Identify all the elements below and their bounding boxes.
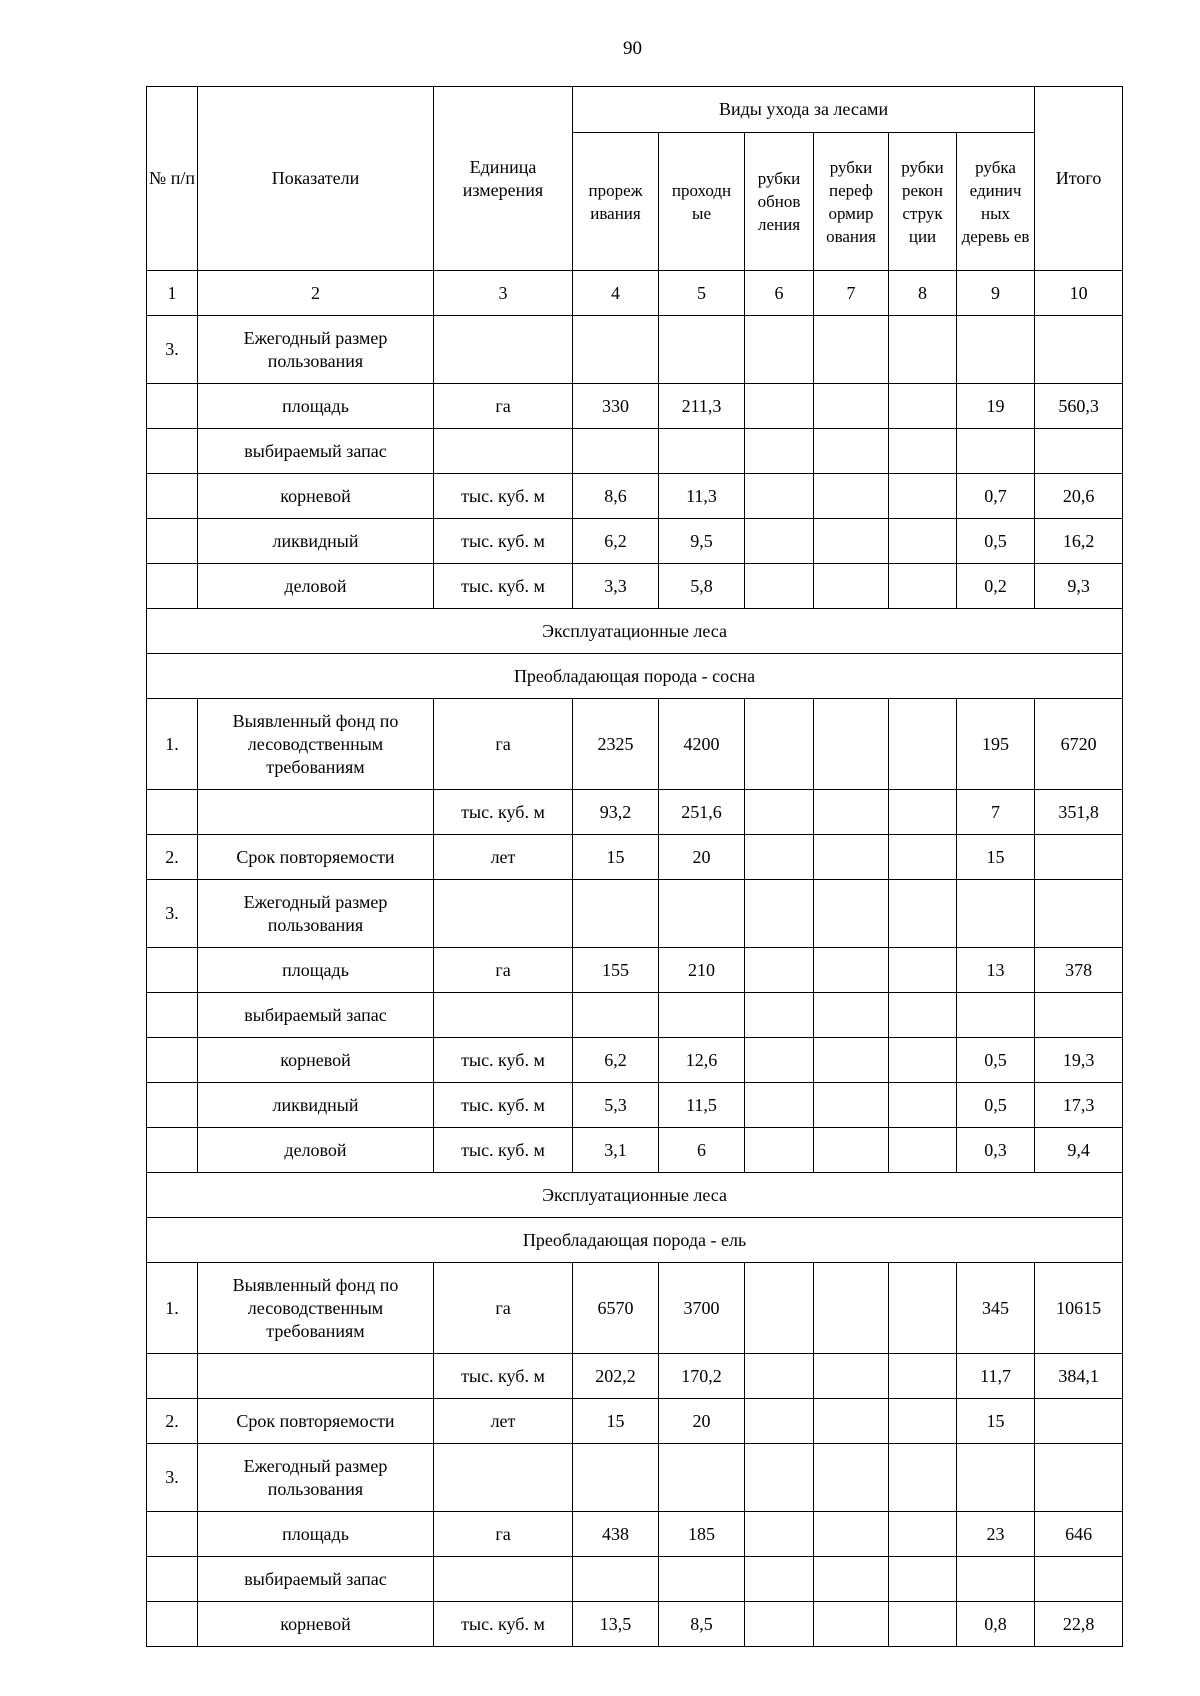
cell-single-trees: 15: [957, 835, 1035, 880]
table-row: [147, 1354, 1123, 1399]
cell-single-trees: 0,8: [957, 1602, 1035, 1647]
cell-reformation: [814, 1602, 889, 1647]
cell-total: [1035, 1399, 1123, 1444]
row-number: 1.: [147, 1263, 198, 1354]
cell-reconstruction: [889, 699, 957, 790]
row-indicator: выбираемый запас: [198, 1557, 434, 1602]
row-number: [147, 429, 198, 474]
cell-thinning: 6,2: [573, 519, 659, 564]
cell-single-trees: 23: [957, 1512, 1035, 1557]
cell-total: 560,3: [1035, 384, 1123, 429]
row-indicator: корневой: [198, 1038, 434, 1083]
cell-total: [1035, 1444, 1123, 1512]
cell-renewal: [745, 699, 814, 790]
row-unit: тыс. куб. м: [434, 1038, 573, 1083]
cell-reformation: [814, 1399, 889, 1444]
cell-passage: [659, 1557, 745, 1602]
row-indicator: [198, 1354, 434, 1399]
cell-reconstruction: [889, 1083, 957, 1128]
table-row: [147, 1263, 1123, 1354]
row-unit: тыс. куб. м: [434, 1128, 573, 1173]
row-number: [147, 1083, 198, 1128]
cell-reformation: [814, 993, 889, 1038]
cell-thinning: [573, 880, 659, 948]
cell-reformation: [814, 835, 889, 880]
row-number: [147, 1038, 198, 1083]
cell-reformation: [814, 1263, 889, 1354]
row-unit: [434, 429, 573, 474]
cell-total: 6720: [1035, 699, 1123, 790]
cell-single-trees: 345: [957, 1263, 1035, 1354]
row-indicator: [198, 790, 434, 835]
cell-reconstruction: [889, 880, 957, 948]
cell-single-trees: 19: [957, 384, 1035, 429]
row-indicator: деловой: [198, 1128, 434, 1173]
cell-thinning: 6570: [573, 1263, 659, 1354]
cell-single-trees: 0,5: [957, 519, 1035, 564]
row-indicator: Ежегодный размер пользования: [198, 1444, 434, 1512]
column-numbers-row: [147, 271, 1123, 316]
cell-reformation: [814, 1557, 889, 1602]
cell-thinning: 5,3: [573, 1083, 659, 1128]
table-row: [147, 835, 1123, 880]
cell-renewal: [745, 1263, 814, 1354]
cell-passage: 20: [659, 1399, 745, 1444]
cell-renewal: [745, 1444, 814, 1512]
row-unit: тыс. куб. м: [434, 564, 573, 609]
cell-single-trees: [957, 993, 1035, 1038]
cell-thinning: 6,2: [573, 1038, 659, 1083]
cell-single-trees: 0,2: [957, 564, 1035, 609]
row-indicator: корневой: [198, 474, 434, 519]
cell-reconstruction: [889, 1038, 957, 1083]
col-number: 1: [147, 271, 198, 316]
cell-passage: 12,6: [659, 1038, 745, 1083]
cell-renewal: [745, 790, 814, 835]
cell-reformation: [814, 1128, 889, 1173]
header-group-care-types: Виды ухода за лесами: [573, 87, 1035, 133]
cell-reconstruction: [889, 790, 957, 835]
cell-reformation: [814, 699, 889, 790]
cell-thinning: [573, 1444, 659, 1512]
col-number: 7: [814, 271, 889, 316]
cell-renewal: [745, 1602, 814, 1647]
row-number: 2.: [147, 835, 198, 880]
table-row: [147, 790, 1123, 835]
row-indicator: Ежегодный размер пользования: [198, 316, 434, 384]
cell-reformation: [814, 316, 889, 384]
cell-renewal: [745, 835, 814, 880]
cell-thinning: [573, 993, 659, 1038]
row-unit: [434, 993, 573, 1038]
cell-passage: [659, 1444, 745, 1512]
table-row: [147, 316, 1123, 384]
section-title: Преобладающая порода - ель: [147, 1218, 1123, 1263]
cell-thinning: 15: [573, 1399, 659, 1444]
cell-single-trees: 0,3: [957, 1128, 1035, 1173]
cell-passage: [659, 880, 745, 948]
header-total: Итого: [1035, 87, 1123, 271]
cell-single-trees: 7: [957, 790, 1035, 835]
cell-total: [1035, 993, 1123, 1038]
cell-reconstruction: [889, 519, 957, 564]
cell-reformation: [814, 1083, 889, 1128]
table-row: [147, 564, 1123, 609]
cell-total: 384,1: [1035, 1354, 1123, 1399]
section-row: [147, 1218, 1123, 1263]
row-unit: га: [434, 699, 573, 790]
table-row: [147, 1038, 1123, 1083]
row-number: 3.: [147, 316, 198, 384]
cell-single-trees: [957, 316, 1035, 384]
table-row: [147, 474, 1123, 519]
col-number: 8: [889, 271, 957, 316]
row-indicator: Выявленный фонд по лесоводственным требованиям: [198, 699, 434, 790]
cell-total: [1035, 316, 1123, 384]
header-num: № п/п: [147, 87, 198, 271]
cell-passage: 9,5: [659, 519, 745, 564]
cell-renewal: [745, 993, 814, 1038]
cell-passage: 251,6: [659, 790, 745, 835]
cell-single-trees: 13: [957, 948, 1035, 993]
cell-thinning: 15: [573, 835, 659, 880]
cell-renewal: [745, 1083, 814, 1128]
cell-single-trees: [957, 880, 1035, 948]
cell-reconstruction: [889, 564, 957, 609]
cell-thinning: 3,1: [573, 1128, 659, 1173]
section-title: Эксплуатационные леса: [147, 1173, 1123, 1218]
row-indicator: площадь: [198, 948, 434, 993]
cell-reformation: [814, 1444, 889, 1512]
cell-single-trees: 0,7: [957, 474, 1035, 519]
col-number: 9: [957, 271, 1035, 316]
cell-thinning: 2325: [573, 699, 659, 790]
row-indicator: Ежегодный размер пользования: [198, 880, 434, 948]
cell-reconstruction: [889, 474, 957, 519]
cell-total: 10615: [1035, 1263, 1123, 1354]
row-unit: лет: [434, 835, 573, 880]
cell-total: 17,3: [1035, 1083, 1123, 1128]
row-indicator: площадь: [198, 1512, 434, 1557]
row-indicator: выбираемый запас: [198, 993, 434, 1038]
cell-thinning: 3,3: [573, 564, 659, 609]
cell-reformation: [814, 474, 889, 519]
section-row: [147, 1173, 1123, 1218]
cell-renewal: [745, 564, 814, 609]
cell-passage: 6: [659, 1128, 745, 1173]
cell-reconstruction: [889, 1399, 957, 1444]
cell-reformation: [814, 1354, 889, 1399]
cell-renewal: [745, 948, 814, 993]
cell-reformation: [814, 790, 889, 835]
row-unit: [434, 316, 573, 384]
col-number: 5: [659, 271, 745, 316]
cell-passage: 8,5: [659, 1602, 745, 1647]
row-number: [147, 1128, 198, 1173]
col-number: 4: [573, 271, 659, 316]
cell-renewal: [745, 1399, 814, 1444]
cell-renewal: [745, 474, 814, 519]
section-row: [147, 609, 1123, 654]
row-indicator: Выявленный фонд по лесоводственным требованиям: [198, 1263, 434, 1354]
table-row: [147, 1557, 1123, 1602]
col-number: 10: [1035, 271, 1123, 316]
table-row: [147, 429, 1123, 474]
row-indicator: деловой: [198, 564, 434, 609]
cell-reconstruction: [889, 1512, 957, 1557]
col-number: 2: [198, 271, 434, 316]
header-passage: проходн ые: [659, 133, 745, 271]
col-number: 3: [434, 271, 573, 316]
row-unit: тыс. куб. м: [434, 474, 573, 519]
row-unit: га: [434, 1512, 573, 1557]
cell-passage: [659, 993, 745, 1038]
row-number: [147, 564, 198, 609]
cell-thinning: 202,2: [573, 1354, 659, 1399]
cell-reformation: [814, 1512, 889, 1557]
header-thinning: прореж ивания: [573, 133, 659, 271]
cell-passage: 3700: [659, 1263, 745, 1354]
row-number: [147, 993, 198, 1038]
row-unit: га: [434, 1263, 573, 1354]
header-indicator: Показатели: [198, 87, 434, 271]
row-unit: [434, 1557, 573, 1602]
cell-thinning: 13,5: [573, 1602, 659, 1647]
cell-single-trees: 195: [957, 699, 1035, 790]
cell-renewal: [745, 519, 814, 564]
cell-renewal: [745, 880, 814, 948]
cell-reformation: [814, 519, 889, 564]
cell-total: 20,6: [1035, 474, 1123, 519]
row-indicator: площадь: [198, 384, 434, 429]
cell-reconstruction: [889, 429, 957, 474]
cell-passage: 170,2: [659, 1354, 745, 1399]
cell-passage: 185: [659, 1512, 745, 1557]
cell-reconstruction: [889, 316, 957, 384]
row-indicator: выбираемый запас: [198, 429, 434, 474]
row-number: 3.: [147, 1444, 198, 1512]
cell-renewal: [745, 1557, 814, 1602]
table-row: [147, 1128, 1123, 1173]
cell-passage: 4200: [659, 699, 745, 790]
cell-reconstruction: [889, 1128, 957, 1173]
row-unit: [434, 1444, 573, 1512]
table-row: [147, 880, 1123, 948]
cell-thinning: [573, 316, 659, 384]
table-row: [147, 948, 1123, 993]
cell-reconstruction: [889, 993, 957, 1038]
cell-reformation: [814, 564, 889, 609]
row-unit: тыс. куб. м: [434, 1354, 573, 1399]
row-number: [147, 1512, 198, 1557]
cell-reformation: [814, 1038, 889, 1083]
row-number: [147, 790, 198, 835]
table-row: [147, 1444, 1123, 1512]
row-number: [147, 384, 198, 429]
cell-thinning: 438: [573, 1512, 659, 1557]
row-number: [147, 1354, 198, 1399]
row-unit: тыс. куб. м: [434, 1083, 573, 1128]
table-row: [147, 519, 1123, 564]
cell-passage: 20: [659, 835, 745, 880]
cell-single-trees: [957, 1444, 1035, 1512]
table-row: [147, 699, 1123, 790]
cell-renewal: [745, 1038, 814, 1083]
cell-total: 19,3: [1035, 1038, 1123, 1083]
header-single-trees: рубка единич ных деревь ев: [957, 133, 1035, 271]
header-reconstruction: рубки рекон струк ции: [889, 133, 957, 271]
table-body: [147, 316, 1123, 1647]
forest-care-table: [146, 86, 1123, 1647]
cell-renewal: [745, 429, 814, 474]
table-row: [147, 1512, 1123, 1557]
cell-passage: 11,3: [659, 474, 745, 519]
cell-thinning: 93,2: [573, 790, 659, 835]
cell-reformation: [814, 880, 889, 948]
page-number: 90: [623, 38, 642, 59]
cell-total: 646: [1035, 1512, 1123, 1557]
table-row: [147, 993, 1123, 1038]
cell-passage: 211,3: [659, 384, 745, 429]
row-unit: тыс. куб. м: [434, 519, 573, 564]
cell-single-trees: 0,5: [957, 1083, 1035, 1128]
cell-total: 22,8: [1035, 1602, 1123, 1647]
row-number: [147, 948, 198, 993]
cell-total: [1035, 880, 1123, 948]
cell-thinning: [573, 429, 659, 474]
cell-total: [1035, 429, 1123, 474]
row-indicator: корневой: [198, 1602, 434, 1647]
cell-passage: [659, 316, 745, 384]
cell-reconstruction: [889, 1263, 957, 1354]
cell-renewal: [745, 1512, 814, 1557]
header-unit: Единица измерения: [434, 87, 573, 271]
header-renewal: рубки обнов ления: [745, 133, 814, 271]
section-row: [147, 654, 1123, 699]
cell-reconstruction: [889, 948, 957, 993]
cell-thinning: 330: [573, 384, 659, 429]
row-unit: га: [434, 384, 573, 429]
cell-renewal: [745, 316, 814, 384]
cell-single-trees: 15: [957, 1399, 1035, 1444]
cell-reconstruction: [889, 384, 957, 429]
table-row: [147, 384, 1123, 429]
row-number: [147, 474, 198, 519]
row-indicator: Срок повторяемости: [198, 1399, 434, 1444]
cell-renewal: [745, 384, 814, 429]
cell-reformation: [814, 384, 889, 429]
cell-single-trees: [957, 1557, 1035, 1602]
row-unit: тыс. куб. м: [434, 790, 573, 835]
cell-reconstruction: [889, 1602, 957, 1647]
cell-passage: [659, 429, 745, 474]
col-number: 6: [745, 271, 814, 316]
cell-thinning: 155: [573, 948, 659, 993]
row-number: [147, 519, 198, 564]
cell-thinning: 8,6: [573, 474, 659, 519]
cell-total: 351,8: [1035, 790, 1123, 835]
cell-reformation: [814, 948, 889, 993]
cell-single-trees: [957, 429, 1035, 474]
header-reformation: рубки переф ормир ования: [814, 133, 889, 271]
cell-reconstruction: [889, 1557, 957, 1602]
row-indicator: ликвидный: [198, 519, 434, 564]
cell-thinning: [573, 1557, 659, 1602]
row-number: [147, 1602, 198, 1647]
row-number: 1.: [147, 699, 198, 790]
row-unit: га: [434, 948, 573, 993]
row-number: [147, 1557, 198, 1602]
row-number: 3.: [147, 880, 198, 948]
cell-total: [1035, 1557, 1123, 1602]
cell-passage: 210: [659, 948, 745, 993]
cell-reconstruction: [889, 835, 957, 880]
cell-renewal: [745, 1354, 814, 1399]
row-indicator: ликвидный: [198, 1083, 434, 1128]
cell-single-trees: 0,5: [957, 1038, 1035, 1083]
table-row: [147, 1399, 1123, 1444]
cell-total: 9,4: [1035, 1128, 1123, 1173]
section-title: Преобладающая порода - сосна: [147, 654, 1123, 699]
cell-total: [1035, 835, 1123, 880]
cell-reconstruction: [889, 1354, 957, 1399]
row-unit: тыс. куб. м: [434, 1602, 573, 1647]
table-row: [147, 1083, 1123, 1128]
cell-passage: 5,8: [659, 564, 745, 609]
cell-total: 9,3: [1035, 564, 1123, 609]
row-unit: [434, 880, 573, 948]
cell-total: 16,2: [1035, 519, 1123, 564]
cell-passage: 11,5: [659, 1083, 745, 1128]
row-indicator: Срок повторяемости: [198, 835, 434, 880]
cell-reconstruction: [889, 1444, 957, 1512]
cell-renewal: [745, 1128, 814, 1173]
section-title: Эксплуатационные леса: [147, 609, 1123, 654]
table-row: [147, 1602, 1123, 1647]
cell-total: 378: [1035, 948, 1123, 993]
cell-single-trees: 11,7: [957, 1354, 1035, 1399]
row-unit: лет: [434, 1399, 573, 1444]
cell-reformation: [814, 429, 889, 474]
row-number: 2.: [147, 1399, 198, 1444]
